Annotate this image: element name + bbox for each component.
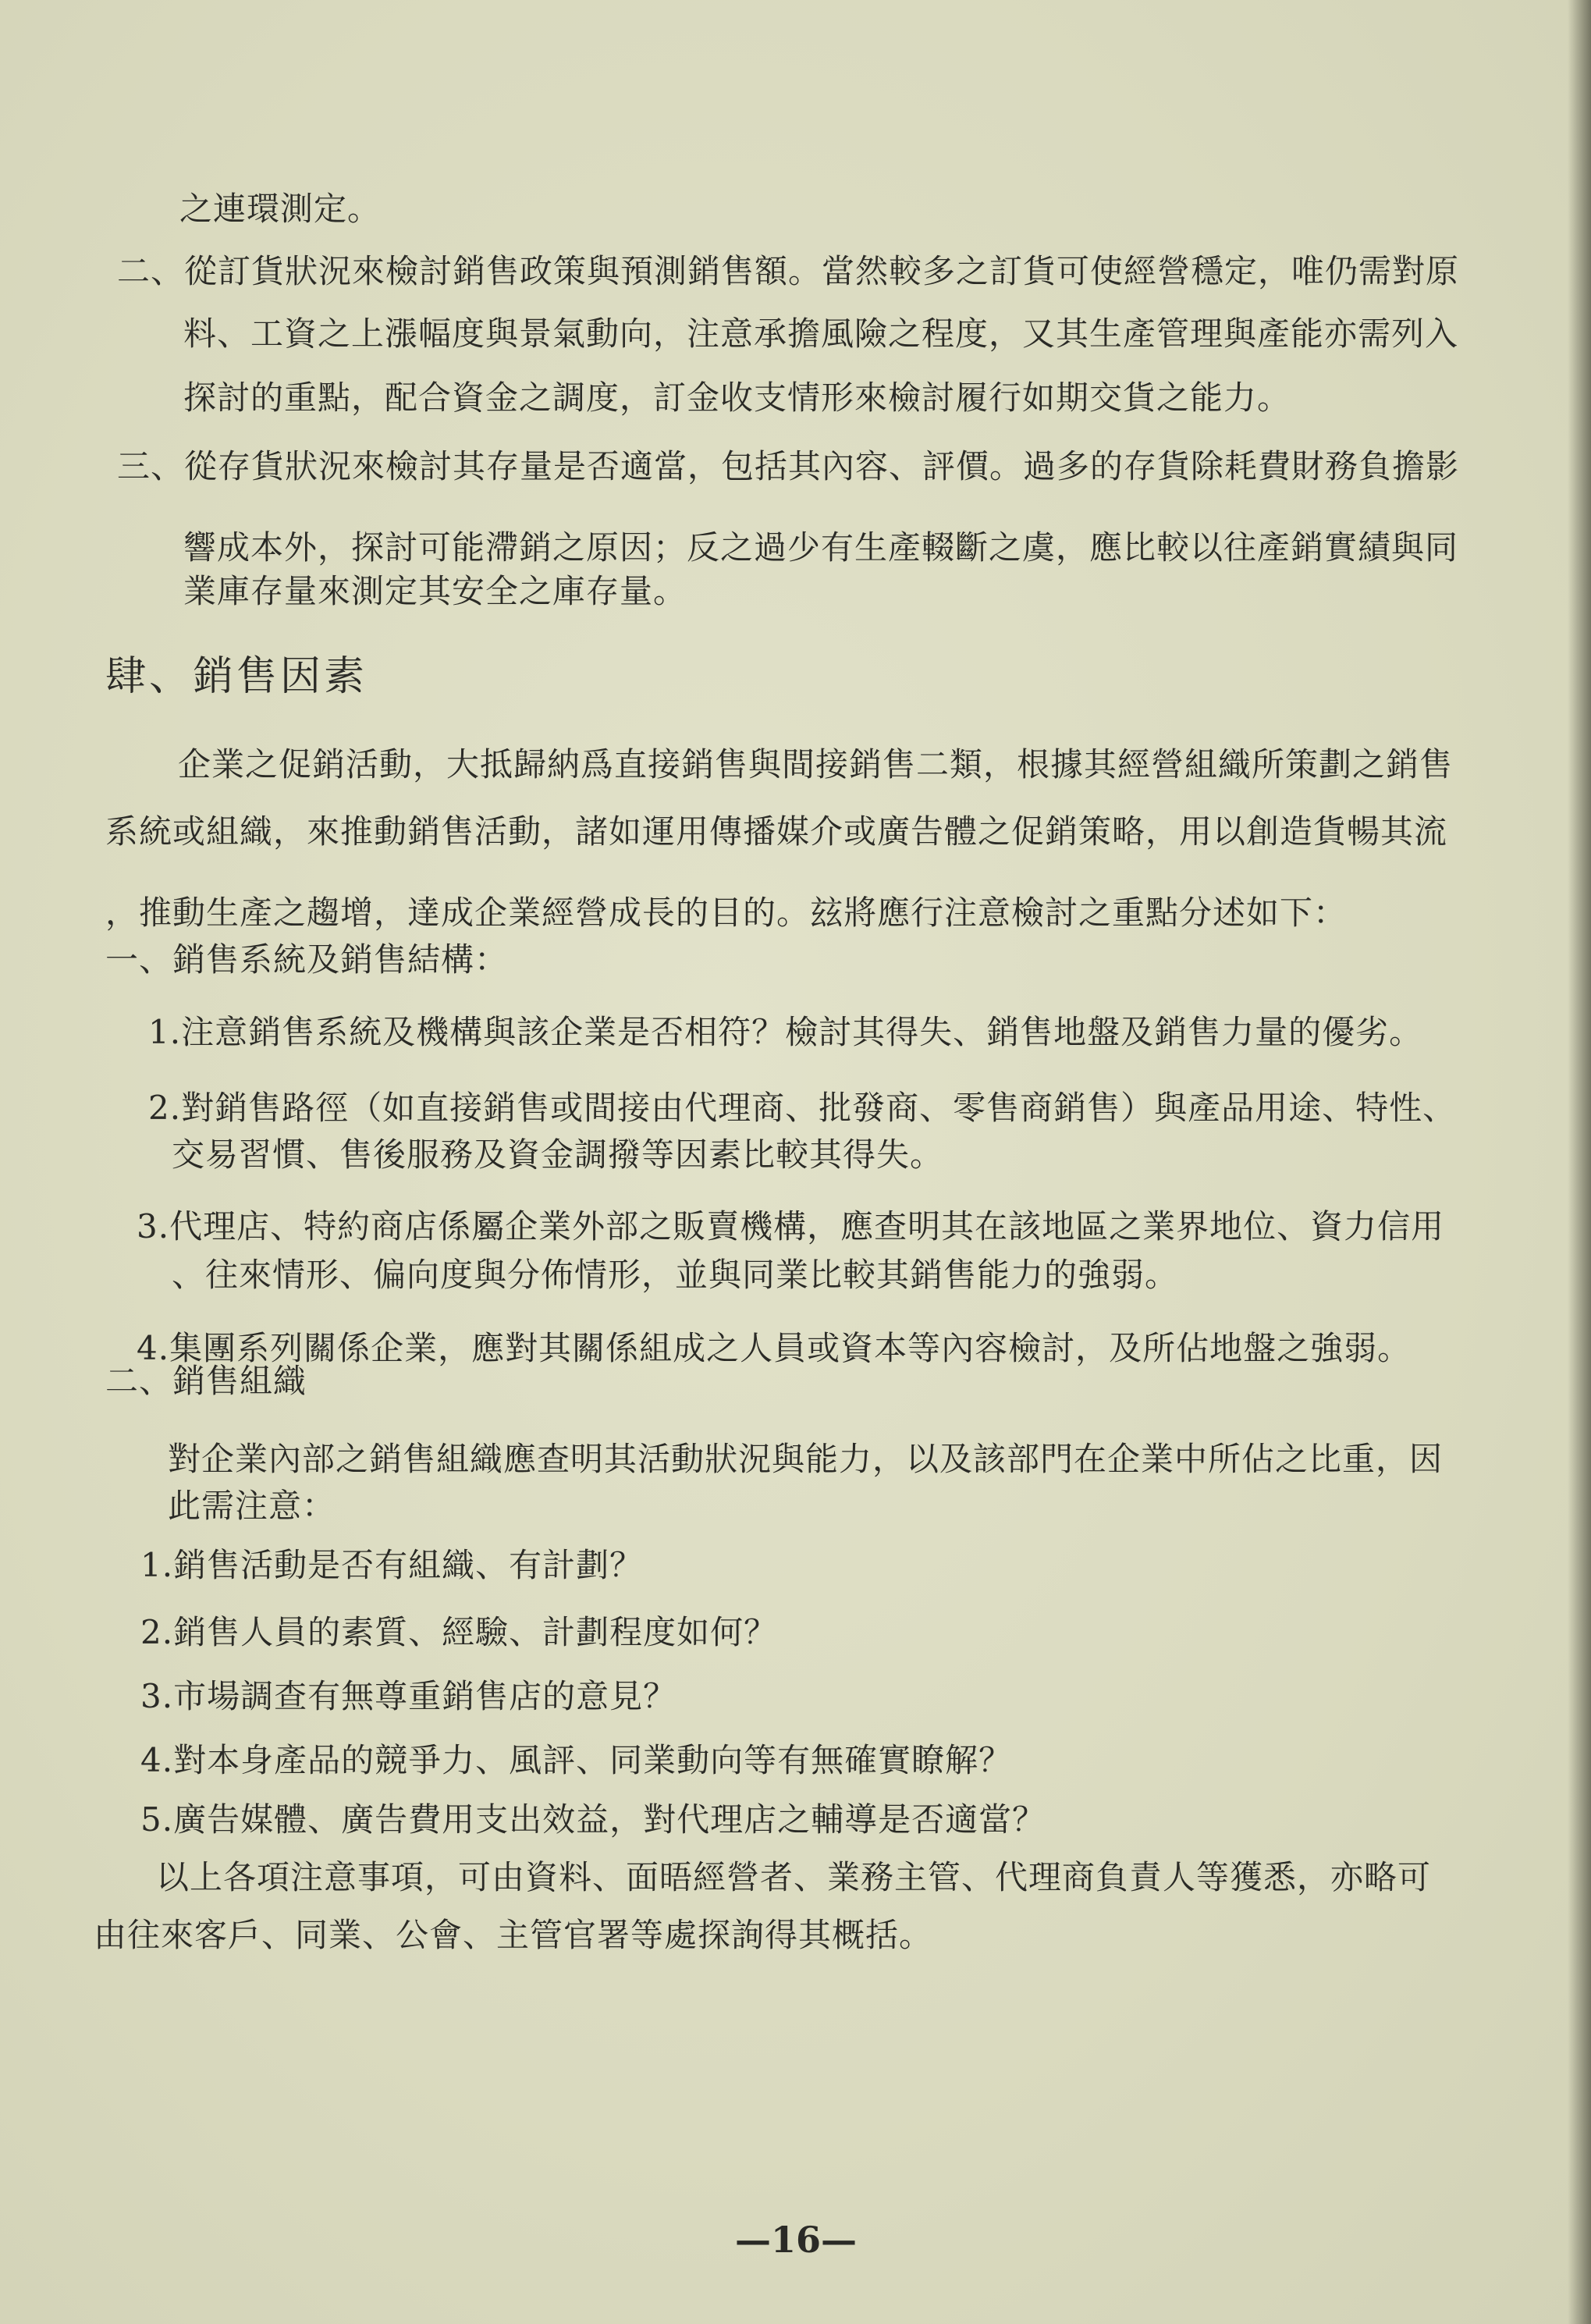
closing-line: 以上各項注意事項，可由資料、面晤經營者、業務主管、代理商負責人等獲悉，亦略可 (156, 1858, 1432, 1896)
list-item: 、往來情形、偏向度與分佈情形，並與同業比較其銷售能力的強弱。 (172, 1256, 1179, 1294)
page-number: —16— (734, 2219, 857, 2261)
page-edge-shadow (1568, 0, 1591, 2324)
list-item: 2.對銷售路徑（如直接銷售或間接由代理商、批發商、零售商銷售）與產品用途、特性、 (148, 1089, 1457, 1127)
subsection-title: 二、銷售組織 (105, 1362, 307, 1400)
list-item: 4.對本身產品的競爭力、風評、同業動向等有無確實瞭解？ (140, 1741, 1013, 1779)
paragraph-line: ，推動生產之趨增，達成企業經營成長的目的。玆將應行注意檢討之重點分述如下： (105, 894, 1348, 932)
list-item: 5.廣告媒體、廣告費用支出效益，對代理店之輔導是否適當？ (140, 1800, 1046, 1839)
text-line: 響成本外，探討可能滯銷之原因；反之過少有生產輟斷之虞，應比較以往產銷實績與同 (183, 528, 1459, 567)
paragraph-line: 系統或組織，來推動銷售活動，諸如運用傳播媒介或廣告體之促銷策略，用以創造貨暢其流 (105, 812, 1448, 851)
list-item: 1.銷售活動是否有組織、有計劃？ (140, 1546, 644, 1584)
list-item: 4.集團系列關係企業，應對其關係組成之人員或資本等內容檢討，及所佔地盤之強弱。 (137, 1329, 1412, 1367)
list-item: 2.銷售人員的素質、經驗、計劃程度如何？ (140, 1613, 778, 1651)
section-heading: 肆、銷售因素 (105, 653, 368, 700)
text-line: 二、從訂貨狀況來檢討銷售政策與預測銷售額。當然較多之訂貨可使經營穩定，唯仍需對原 (117, 252, 1460, 290)
subsection-title: 一、銷售系統及銷售結構： (105, 940, 509, 979)
list-item: 3.代理店、特約商店係屬企業外部之販賣機構，應查明其在該地區之業界地位、資力信用 (137, 1207, 1445, 1246)
text-line: 探討的重點，配合資金之調度，訂金收支情形來檢討履行如期交貨之能力。 (183, 378, 1291, 417)
intro-line: 此需注意： (168, 1487, 336, 1525)
paragraph-line: 企業之促銷活動，大抵歸納爲直接銷售與間接銷售二類，根據其經營組織所策劃之銷售 (178, 745, 1454, 784)
text-line: 料、工資之上漲幅度與景氣動向，注意承擔風險之程度，又其生產管理與產能亦需列入 (183, 314, 1459, 353)
text-line: 之連環測定。 (179, 190, 382, 228)
list-item: 交易習慣、售後服務及資金調撥等因素比較其得失。 (172, 1135, 944, 1174)
intro-line: 對企業內部之銷售組織應查明其活動狀況與能力，以及該部門在企業中所佔之比重，因 (168, 1440, 1444, 1478)
text-line: 業庫存量來測定其安全之庫存量。 (183, 572, 687, 610)
list-item: 3.市場調查有無尊重銷售店的意見？ (140, 1677, 677, 1715)
text-line: 三、從存貨狀況來檢討其存量是否適當，包括其內容、評價。過多的存貨除耗費財務負擔影 (117, 447, 1460, 485)
list-item: 1.注意銷售系統及機構與該企業是否相符？檢討其得失、銷售地盤及銷售力量的優劣。 (148, 1013, 1423, 1051)
closing-line: 由往來客戶、同業、公會、主管官署等處探詢得其概括。 (94, 1916, 933, 1954)
